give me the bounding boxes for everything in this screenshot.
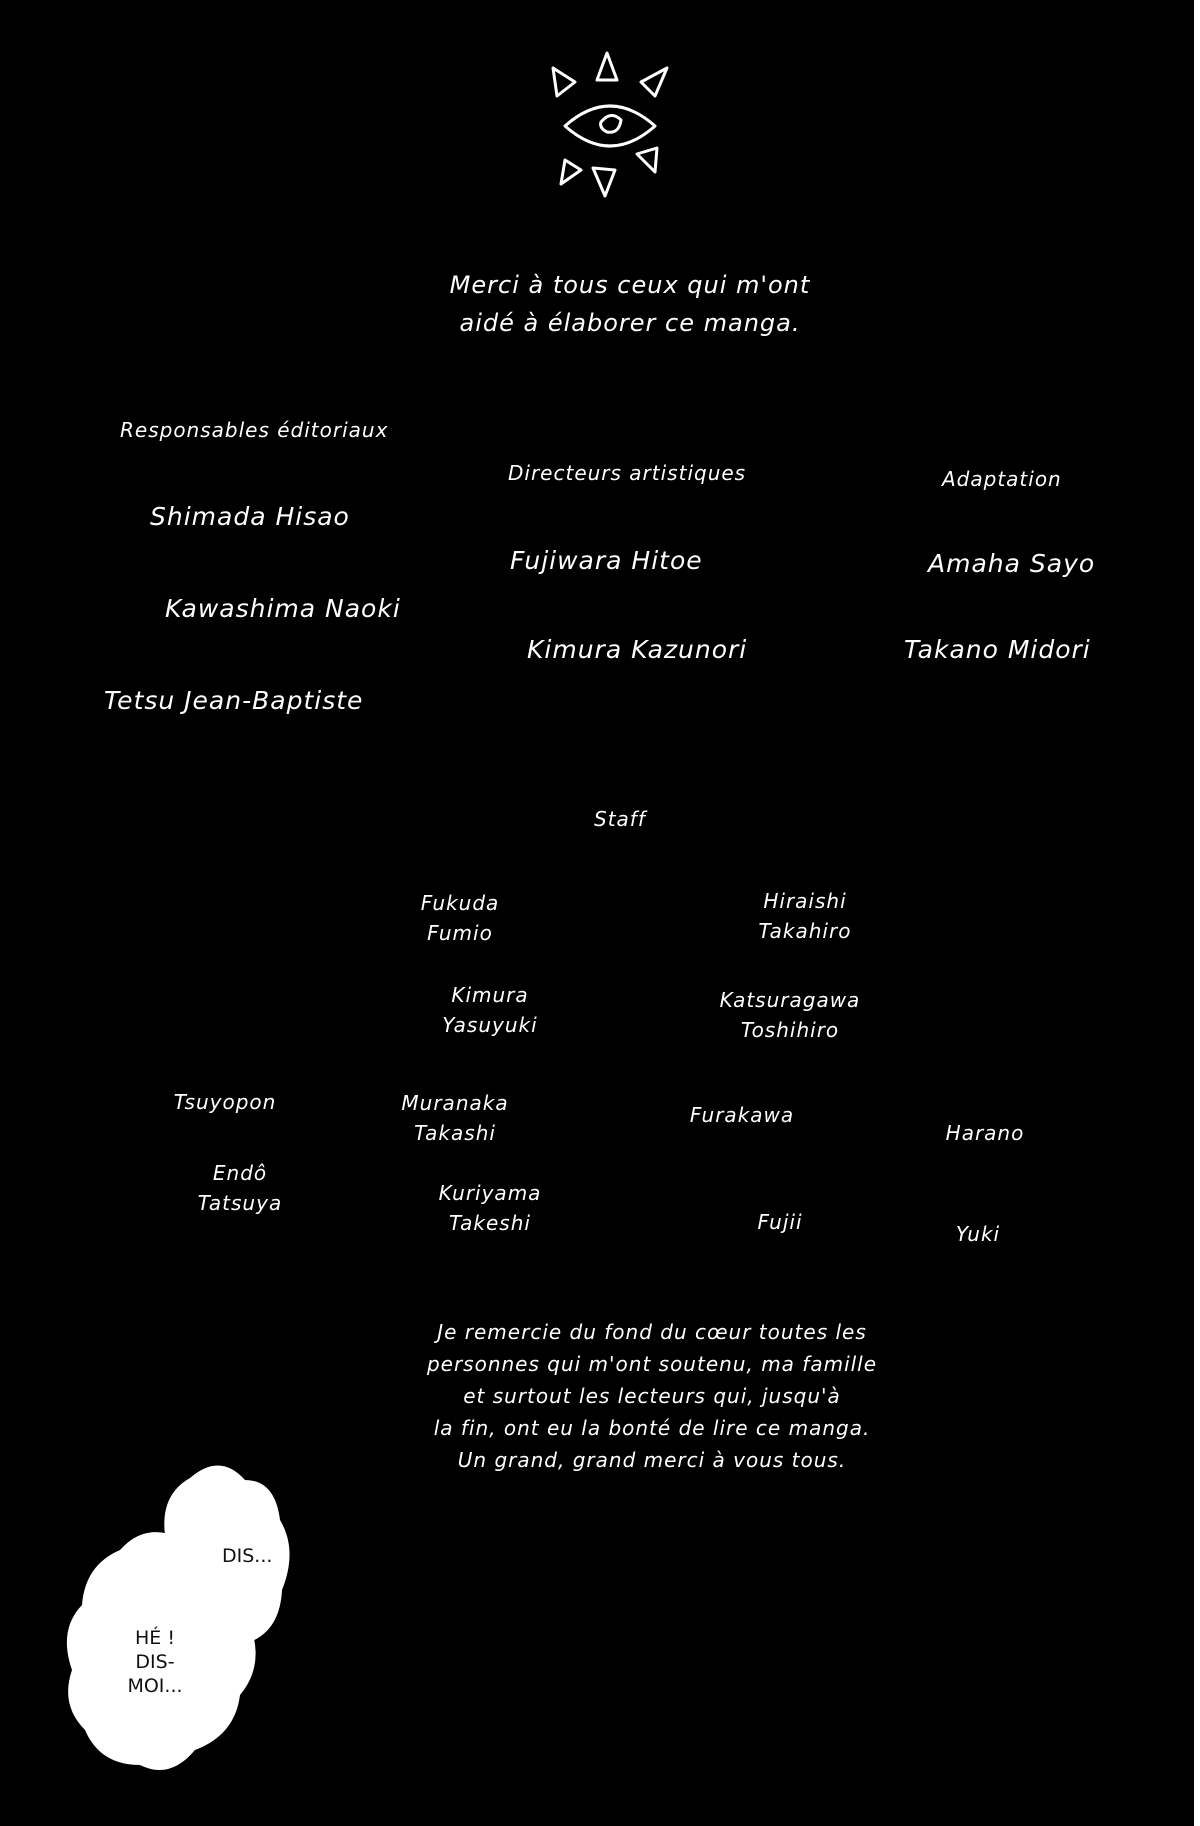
staff-name-line: Takashi bbox=[414, 1121, 496, 1145]
staff-name-line: Tsuyopon bbox=[173, 1090, 277, 1114]
staff-name-line: Toshihiro bbox=[740, 1018, 840, 1042]
intro-line-1: Merci à tous ceux qui m'ont bbox=[449, 271, 811, 299]
bubble-line: DIS- bbox=[135, 1651, 175, 1673]
closing-line: et surtout les lecteurs qui, jusqu'à bbox=[463, 1384, 841, 1408]
intro-text bbox=[400, 266, 860, 342]
staff-entry bbox=[735, 1207, 825, 1237]
staff-name-line: Endô bbox=[212, 1161, 268, 1185]
closing-line: la fin, ont eu la bonté de lire ce manga. bbox=[433, 1416, 871, 1440]
staff-name-line: Kuriyama bbox=[438, 1181, 542, 1205]
small-bubble-text: DIS... bbox=[222, 1545, 273, 1567]
staff-entry bbox=[160, 1087, 290, 1117]
staff-entry bbox=[938, 1219, 1018, 1249]
staff-name-line: Fukuda bbox=[420, 891, 500, 915]
staff-entry bbox=[175, 1158, 305, 1218]
staff-name-line: Hiraishi bbox=[763, 889, 847, 913]
staff-entry bbox=[420, 1178, 560, 1238]
staff-name-line: Fumio bbox=[427, 921, 493, 945]
large-bubble-text bbox=[120, 1626, 190, 1698]
staff-name-line: Kimura bbox=[451, 983, 529, 1007]
intro-line-2: aidé à élaborer ce manga. bbox=[459, 309, 801, 337]
adaptation-name: Takano Midori bbox=[904, 635, 1091, 664]
staff-entry bbox=[385, 1088, 525, 1148]
art-directors-heading: Directeurs artistiques bbox=[508, 461, 747, 485]
staff-name-line: Yuki bbox=[955, 1222, 1001, 1246]
staff-name-line: Yasuyuki bbox=[442, 1013, 538, 1037]
closing-line: Un grand, grand merci à vous tous. bbox=[457, 1448, 847, 1472]
closing-message bbox=[382, 1316, 922, 1476]
staff-name-line: Fujii bbox=[757, 1210, 803, 1234]
art-director-name: Kimura Kazunori bbox=[527, 635, 748, 664]
staff-entry bbox=[930, 1118, 1040, 1148]
adaptation-name: Amaha Sayo bbox=[928, 549, 1096, 578]
staff-entry bbox=[400, 888, 520, 948]
closing-line: Je remercie du fond du cœur toutes les bbox=[437, 1320, 867, 1344]
editor-name: Tetsu Jean-Baptiste bbox=[104, 686, 364, 715]
staff-entry bbox=[672, 1100, 812, 1130]
bubble-line: MOI... bbox=[127, 1675, 183, 1697]
editors-heading: Responsables éditoriaux bbox=[120, 418, 389, 442]
bubble-line: HÉ ! bbox=[135, 1627, 175, 1649]
editor-name: Shimada Hisao bbox=[150, 502, 350, 531]
staff-name-line: Takeshi bbox=[449, 1211, 531, 1235]
staff-name-line: Katsuragawa bbox=[719, 988, 861, 1012]
speech-bubbles bbox=[60, 1460, 340, 1790]
staff-entry bbox=[695, 985, 885, 1045]
closing-line: personnes qui m'ont soutenu, ma famille bbox=[426, 1352, 878, 1376]
editor-name: Kawashima Naoki bbox=[165, 594, 401, 623]
staff-name-line: Harano bbox=[945, 1121, 1025, 1145]
page-edge bbox=[1194, 0, 1200, 1826]
staff-name-line: Furakawa bbox=[689, 1103, 795, 1127]
art-director-name: Fujiwara Hitoe bbox=[510, 546, 703, 575]
staff-name-line: Takahiro bbox=[758, 919, 852, 943]
staff-name-line: Muranaka bbox=[401, 1091, 509, 1115]
adaptation-heading: Adaptation bbox=[942, 467, 1062, 491]
eye-emblem-icon bbox=[545, 48, 685, 208]
staff-entry bbox=[425, 980, 555, 1040]
staff-entry bbox=[735, 886, 875, 946]
staff-name-line: Tatsuya bbox=[197, 1191, 283, 1215]
staff-heading: Staff bbox=[594, 807, 646, 831]
